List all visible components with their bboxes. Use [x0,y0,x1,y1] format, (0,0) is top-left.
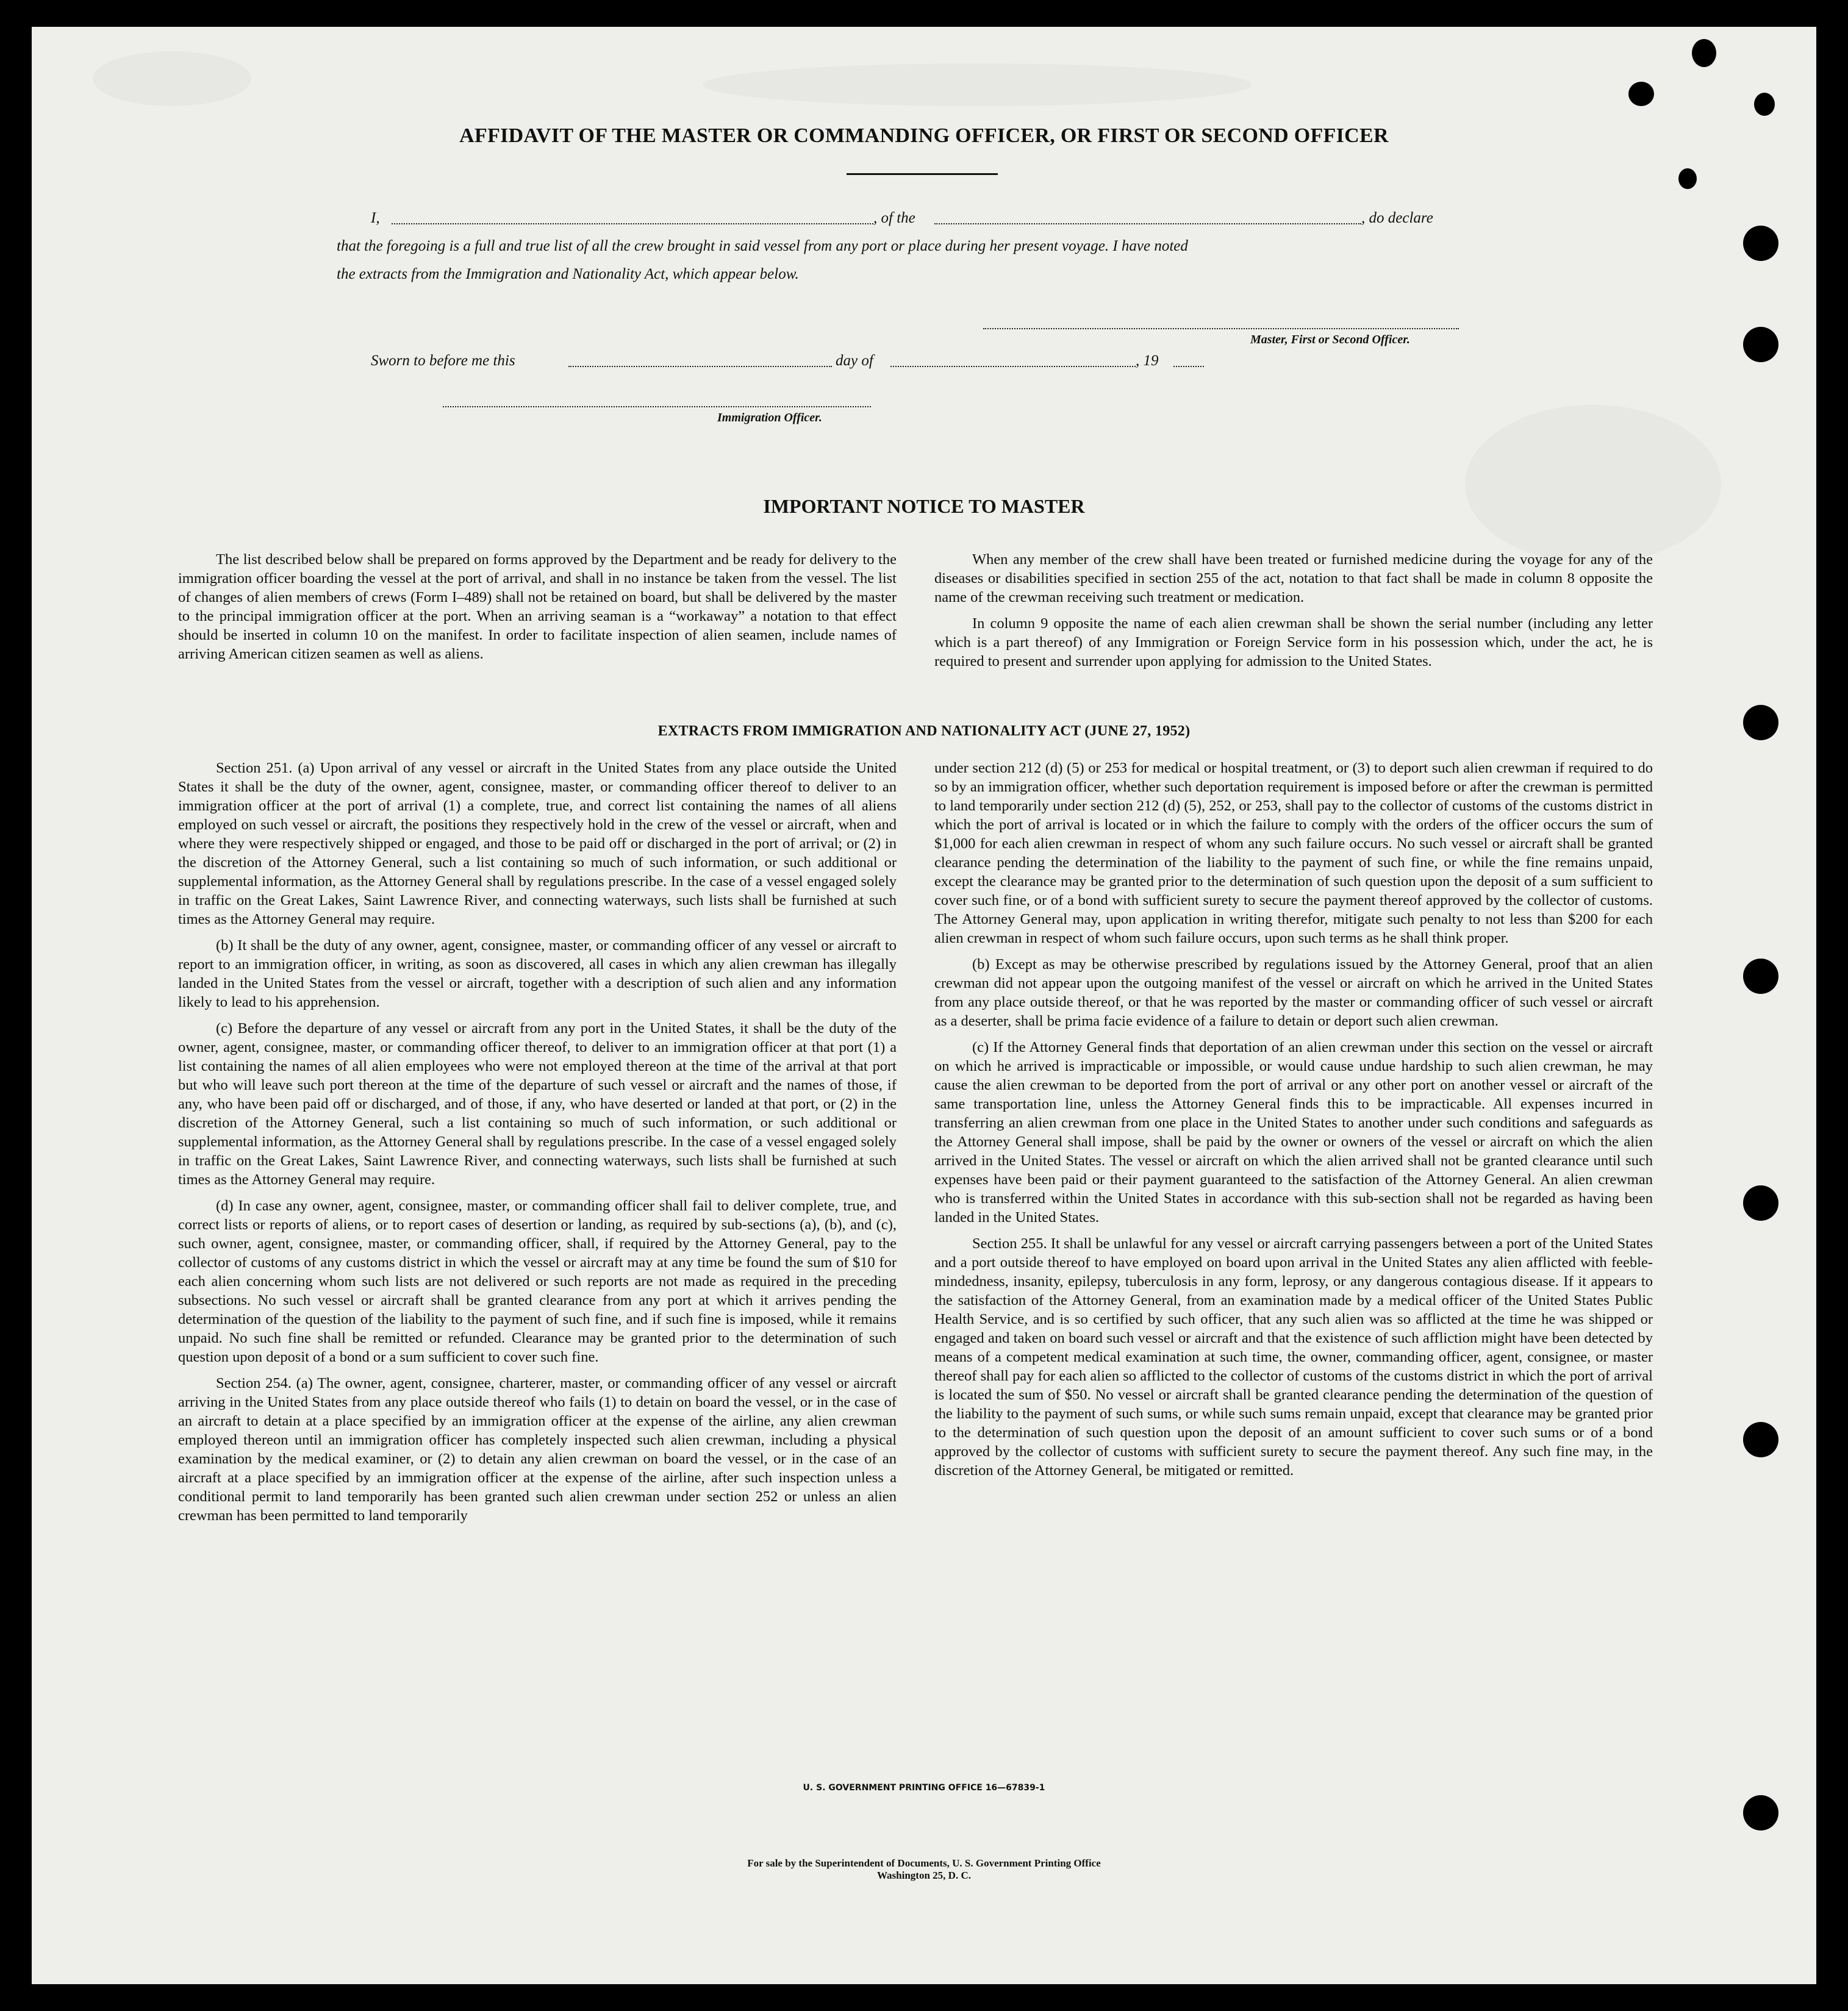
do-declare-label: , do declare [1361,210,1433,226]
sworn-month-field[interactable] [890,366,1136,367]
punch-hole [1743,327,1778,362]
notice-paragraph: The list described below shall be prepared on forms approved by the Department and be ready for delivery to the immigration officer boarding the vessel at the port of arrival, and shall in no instance be taken from the vessel. The list of changes of alien members of crews (Form I–489) shall not be retained on board, but shall be delivered by the master to the principal immigration officer at the port. When an arriving seaman is a “workaway” a notation to that effect should be inserted in column 10 on the manifest. In order to facilitate inspection of alien seamen, include names of arriving American citizen seamen as well as aliens. [178,551,897,662]
declaration-line-2: the extracts from the Immigration and Nationality Act, which appear below. [337,266,799,282]
punch-hole [1743,1422,1778,1457]
statute-paragraph: (b) Except as may be otherwise prescribed by regulations issued by the Attorney General, proof that an alien crewman did not appear upon the outgoing manifest of the vessel or aircraft on which he arrived in the United States from any place outside thereof, or that he was reported by the master or commanding officer of such vessel or aircraft as a deserter, shall be prima facie evidence of a failure to detain or deport such alien crewman. [934,956,1653,1029]
bleed-through-shadow [93,51,251,106]
sale-line-1: For sale by the Superintendent of Documents, U. S. Government Printing Office [747,1857,1101,1869]
officer-signature-line[interactable] [443,406,871,407]
statute-paragraph: (b) It shall be the duty of any owner, agent, consignee, master, or commanding officer of any vessel or aircraft to report to an immigration officer, in writing, as soon as discovered, all cases in which any alien crewman has illegally landed in the United States from the vessel or aircraft, together with a description of such alien and any information likely to lead to his apprehension. [178,937,897,1010]
vessel-field[interactable] [934,223,1361,224]
statute-paragraph: under section 212 (d) (5) or 253 for medical or hospital treatment, or (3) to deport such alien crewman if required to do so by an immigration officer, whether such deportation requirement is imposed before or after the crewman is permitted to land temporarily under section 212 (d) (5), 252, or 253, shall pay to the collector of customs of the customs district in which the port of arrival is located or in which the failure to comply with the orders of the officer occurs the sum of $1,000 for each alien crewman in respect of whom any such failure occurs. No such vessel or aircraft shall be granted clearance pending the determination of the liability to the payment of such fine, or while the fine remains unpaid, except the clearance may be granted prior to the determination of such question upon the deposit of a sum sufficient to cover such fine, or of a bond with sufficient surety to secure the payment thereof approved by the collector of customs. The Attorney General may, upon application in writing therefor, mitigate such penalty to not less than $200 for each alien crewman in respect of whom such failure occurs, upon such terms as he shall think proper. [934,760,1653,946]
ink-blot [1754,93,1775,116]
ink-blot [1692,39,1716,67]
notice-right-column [934,550,1653,678]
of-the-label: , of the [873,210,915,226]
notice-title: IMPORTANT NOTICE TO MASTER [763,495,1085,517]
extracts-title: EXTRACTS FROM IMMIGRATION AND NATIONALITY ACT (JUNE 27, 1952) [657,723,1191,739]
master-signature-line[interactable] [983,328,1459,329]
affidavit-title: AFFIDAVIT OF THE MASTER OR COMMANDING OFFICER, OR FIRST OR SECOND OFFICER [459,124,1389,147]
statute-paragraph: (c) Before the departure of any vessel or aircraft from any port in the United States, it shall be the duty of the owner, agent, consignee, master, or commanding officer thereof, to deliver to an immigration officer at that port (1) a list containing the names of all alien employees who were not employed thereon at the time of the arrival at that port but who will leave such port thereon at the time of the departure of such vessel or aircraft and the names of those, if any, who have been paid off or discharged, and of those, if any, who have deserted or landed at that port, or (2) in the discretion of the Attorney General, such a list containing so much of such information, or such additional or supplemental information, as the Attorney General shall by regulations prescribe. In the case of a vessel engaged solely in traffic on the Great Lakes, Saint Lawrence River, and connecting waterways, such lists shall be furnished at such times as the Attorney General may require. [178,1020,897,1188]
punch-hole [1743,1185,1778,1221]
sale-line-2: Washington 25, D. C. [877,1870,971,1881]
notice-left-column [178,550,897,671]
notice-paragraph: When any member of the crew shall have been treated or furnished medicine during the voyage for any of the diseases or disabilities specified in section 255 of the act, notation to that fact shall be made in column 8 opposite the name of the crewman receiving such treatment or medication. [934,551,1653,605]
statute-paragraph: (c) If the Attorney General finds that deportation of an alien crewman under this section on the vessel or aircraft on which he arrived is impracticable or impossible, or would cause undue hardship to such alien crewman, he may cause the alien crewman to be deported from the port of arrival or any other port on another vessel or aircraft of the same transportation line, unless the Attorney General finds this to be impracticable. All expenses incurred in transferring an alien crewman from one place in the United States to another under such conditions and safeguards as the Attorney General shall impose, shall be paid by the owner or owners of the vessel or aircraft on which the alien arrived in the United States. The vessel or aircraft on which the alien arrived shall not be granted clearance until such expenses have been paid or their payment guaranteed to the satisfaction of the Attorney General. An alien crewman who is transferred within the United States in accordance with this sub-section shall not be regarded as having been landed in the United States. [934,1039,1653,1226]
form-page [32,27,1816,1984]
punch-hole [1743,226,1778,261]
officer-signature-caption: Immigration Officer. [717,411,822,424]
extracts-right-column [934,759,1653,1487]
i-label: I, [371,210,380,226]
printer-line: U. S. GOVERNMENT PRINTING OFFICE 16—67839-1 [803,1783,1045,1793]
day-of-label: day of [836,352,873,369]
notice-paragraph: In column 9 opposite the name of each alien crewman shall be shown the serial number (including any letter which is a part thereof) of any Immigration or Foreign Service form in his possession which, under the act, he is required to present and surrender upon applying for admission to the United States. [934,615,1653,670]
statute-paragraph: (d) In case any owner, agent, consignee, master, or commanding officer shall fail to deliver complete, true, and correct lists or reports of aliens, or to report cases of desertion or landing, as required by sub-sections (a), (b), and (c), such owner, agent, consignee, master, or commanding officer, shall, if required by the Attorney General, pay to the collector of customs of any customs district in which the vessel or aircraft may at any time be found the sum of $10 for each alien concerning whom such lists are not delivered or such reports are not made as required in the preceding subsections. No such vessel or aircraft shall be granted clearance from any port at which it arrives pending the determination of the question of the liability to the payment of such fine, and if such fine is imposed, while it remains unpaid. No such fine shall be remitted or refunded. Clearance may be granted prior to the determination of such question upon deposit of a bond or a sum sufficient to cover such fine. [178,1198,897,1365]
sworn-year-field[interactable] [1173,366,1204,367]
statute-paragraph: Section 251. (a) Upon arrival of any vessel or aircraft in the United States from any place outside the United States it shall be the duty of the owner, agent, consignee, master, or commanding officer thereof to deliver to an immigration officer at the port of arrival (1) a complete, true, and correct list containing the names of all aliens employed on such vessel or aircraft, the positions they respectively hold in the crew of the vessel or aircraft, when and where they were respectively shipped or engaged, and those to be paid off or discharged in the port of arrival; or (2) in the discretion of the Attorney General, such a list containing so much of such information, or such additional or supplemental information, as the Attorney General shall by regulations prescribe. In the case of a vessel engaged solely in traffic on the Great Lakes, Saint Lawrence River, and connecting waterways, such lists shall be furnished at such times as the Attorney General may require. [178,760,897,927]
ink-blot [1678,168,1697,189]
statute-paragraph: Section 255. It shall be unlawful for any vessel or aircraft carrying passengers between a port of the United States and a port outside thereof to have employed on board upon arrival in the United States any alien afflicted with feeble-mindedness, insanity, epilepsy, tuberculosis in any form, leprosy, or any dangerous contagious disease. If it appears to the satisfaction of the Attorney General, from an examination made by a medical officer of the United States Public Health Service, and is so certified by such officer, that any such alien was so afflicted at the time he was shipped or engaged and taken on board such vessel or aircraft and that the existence of such affliction might have been detected by means of a competent medical examination at such time, the owner, commanding officer, agent, consignee, or master thereof shall pay for each alien so afflicted to the collector of customs of the customs district in which the port of arrival is located the sum of $50. No vessel or aircraft shall be granted clearance pending the determination of the question of the liability to the payment of such sums, or while such sums remain unpaid, except that clearance may be granted prior to the determination of such question upon the deposit of an amount sufficient to cover such sums or of a bond approved by the collector of customs with sufficient surety to secure the payment thereof. Any such fine may, in the discretion of the Attorney General, be mitigated or remitted. [934,1235,1653,1479]
title-rule [847,173,998,175]
sworn-day-field[interactable] [568,366,832,367]
statute-paragraph: Section 254. (a) The owner, agent, consignee, charterer, master, or commanding officer of any vessel or aircraft arriving in the United States from any place outside thereof who fails (1) to detain on board the vessel, or in the case of an aircraft to detain at a place specified by an immigration officer at the expense of the airline, any alien crewman employed thereon until an immigration officer has completely inspected such alien crewman, including a physical examination by the medical examiner, or (2) to detain any alien crewman on board the vessel, or in the case of an aircraft at a place specified by an immigration officer at the expense of the airline, after such inspection unless a conditional permit to land temporarily has been granted such alien crewman under section 252 or unless an alien crewman has been permitted to land temporarily [178,1375,897,1524]
year-label: , 19 [1136,352,1159,369]
extracts-left-column [178,759,897,1532]
declaration-line-1: that the foregoing is a full and true list of all the crew brought in said vessel from any port or place during her present voyage. I have noted [337,238,1188,254]
punch-hole [1743,1795,1778,1831]
sworn-label: Sworn to before me this [371,352,515,369]
ink-blot [1628,82,1654,106]
name-field[interactable] [392,223,873,224]
bleed-through-shadow [1465,405,1721,563]
master-signature-caption: Master, First or Second Officer. [1250,333,1410,346]
bleed-through-shadow [703,63,1252,106]
punch-hole [1743,959,1778,994]
